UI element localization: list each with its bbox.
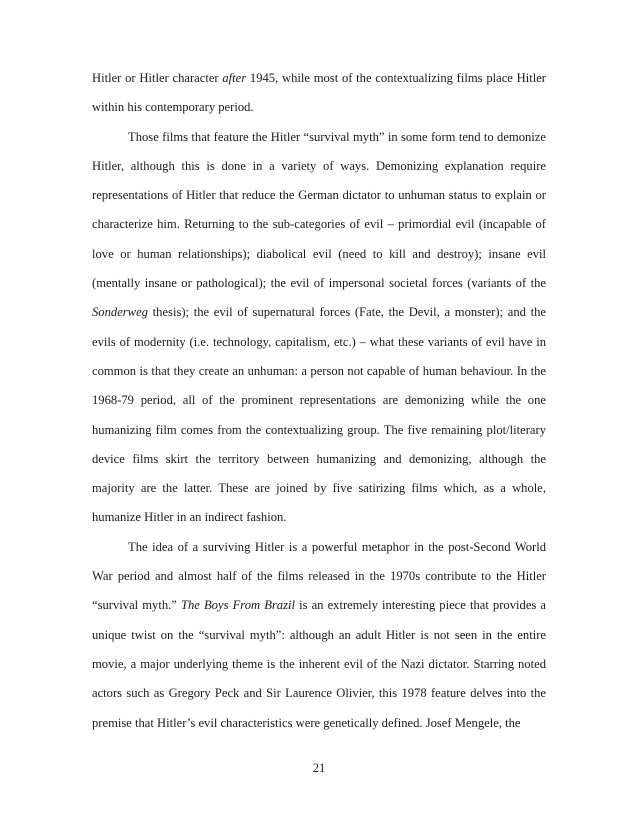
paragraph-1 xyxy=(92,64,546,123)
paragraph-2-text-c: thesis); the evil of supernatural forces (Fate, the Devil, a monster); and the evils of modernity (i.e. technology, capitalism, etc.) – what these variants of evil have in common is that they create an unhuman: a person not capable of human behaviour. In the 1968-79 period, all of the prominent representations are demonizing while the one humanizing film comes from the contextualizing group. The five remaining plot/literary device films skirt the territory between humanizing and demonizing, although the majority are the latter. These are joined by five satirizing films which, as a whole, humanize Hitler in an indirect fashion. xyxy=(92,305,546,525)
paragraph-3-italic-film-title: The Boys From Brazil xyxy=(181,598,295,613)
paragraph-3-text-c: is an extremely interesting piece that provides a unique twist on the “survival myth”: although an adult Hitler is not seen in the entire movie, a major underlying theme is the inherent evil of the Nazi dictator. Starring noted actors such as Gregory Peck and Sir Laurence Olivier, this 1978 feature delves into the premise that Hitler’s evil characteristics were genetically defined. Josef Mengele, the xyxy=(92,598,546,730)
page-number: 21 xyxy=(312,761,326,775)
paragraph-2 xyxy=(92,123,546,533)
paragraph-1-text-a: Hitler or Hitler character xyxy=(92,71,223,85)
body-text xyxy=(92,64,546,738)
paragraph-1-text-c: 1945, while most of the contextualizing films place Hitler within his contemporary period. xyxy=(92,71,547,115)
paragraph-3 xyxy=(92,533,546,738)
paragraph-2-text-a: Those films that feature the Hitler “survival myth” in some form tend to demonize Hitler, although this is done in a variety of ways. Demonizing explanation require representations of Hitler that reduce the German dictator to unhuman status to explain or characterize him. Returning to the sub-categories of evil – primordial evil (incapable of love or human relationships); diabolical evil (need to kill and destroy); insane evil (mentally insane or pathological); the evil of impersonal societal forces (variants of the xyxy=(92,129,546,291)
paragraph-2-italic-sonderweg: Sonderweg xyxy=(92,305,148,320)
paragraph-3-text-a: The idea of a surviving Hitler is a powerful metaphor in the post-Second World War period and almost half of the films released in the 1970s contribute to the Hitler “survival myth.” xyxy=(92,539,546,613)
paragraph-1-italic-after: after xyxy=(222,71,247,85)
